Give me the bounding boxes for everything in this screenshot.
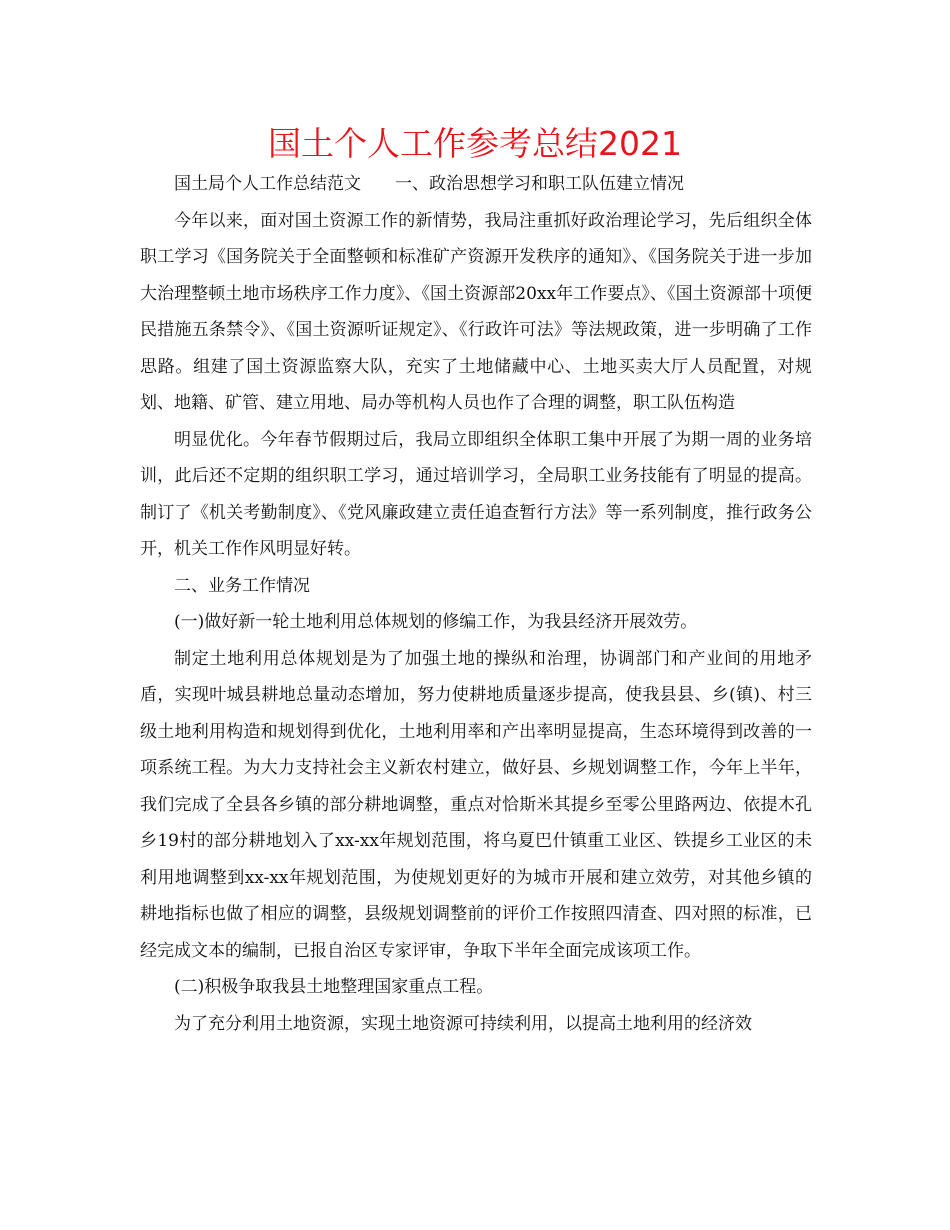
section-heading: 二、业务工作情况 [174, 575, 310, 596]
subsection-heading: (二)积极争取我县土地整理国家重点工程。 [174, 977, 494, 997]
paragraph: 国土局个人工作总结范文 一、政治思想学习和职工队伍建立情况 [174, 174, 684, 194]
document-body [140, 166, 812, 1042]
document-title: 国土个人工作参考总结2021 [268, 124, 682, 163]
paragraph: 为了充分利用土地资源，实现土地资源可持续利用，以提高土地利用的经济效 [174, 1013, 752, 1034]
paragraph: 今年以来，面对国土资源工作的新情势，我局注重抓好政治理论学习，先后组织全体职工学习《国务院关于全面整顿和标准矿产资源开发秩序的通知》、《国务院关于进一步加大治理整顿土地市场秩序工作力度》、《国土资源部20xx年工作要点》、《国土资源部十项便民措施五条禁令》、《国土资源听证规定》、《行政许可法》等法规政策，进一步明确了工作思路。组建了国土资源监察大队，充实了土地储藏中心、土地买卖大厅人员配置，对规划、地籍、矿管、建立用地、局办等机构人员也作了合理的调整，职工队伍构造 [140, 210, 812, 413]
paragraph: 明显优化。今年春节假期过后，我局立即组织全体职工集中开展了为期一周的业务培训，此后还不定期的组织职工学习，通过培训学习，全局职工业务技能有了明显的提高。制订了《机关考勤制度》、《党风廉政建立责任追查暂行方法》等一系列制度，推行政务公开，机关工作作风明显好转。 [140, 429, 812, 559]
paragraph: 制定土地利用总体规划是为了加强土地的操纵和治理，协调部门和产业间的用地矛盾，实现叶城县耕地总量动态增加，努力使耕地质量逐步提高，使我县县、乡(镇)、村三级土地利用构造和规划得到优化，土地利用率和产出率明显提高，生态环境得到改善的一项系统工程。为大力支持社会主义新农村建立，做好县、乡规划调整工作，今年上半年，我们完成了全县各乡镇的部分耕地调整，重点对恰斯米其提乡至零公里路两边、依提木孔乡19村的部分耕地划入了xx-xx年规划范围，将乌夏巴什镇重工业区、铁提乡工业区的未利用地调整到xx-xx年规划范围，为使规划更好的为城市开展和建立效劳，对其他乡镇的耕地指标也做了相应的调整，县级规划调整前的评价工作按照四清查、四对照的标准，已经完成文本的编制，已报自治区专家评审，争取下半年全面完成该项工作。 [140, 648, 812, 961]
subsection-heading: (一)做好新一轮土地利用总体规划的修编工作，为我县经济开展效劳。 [174, 612, 698, 632]
